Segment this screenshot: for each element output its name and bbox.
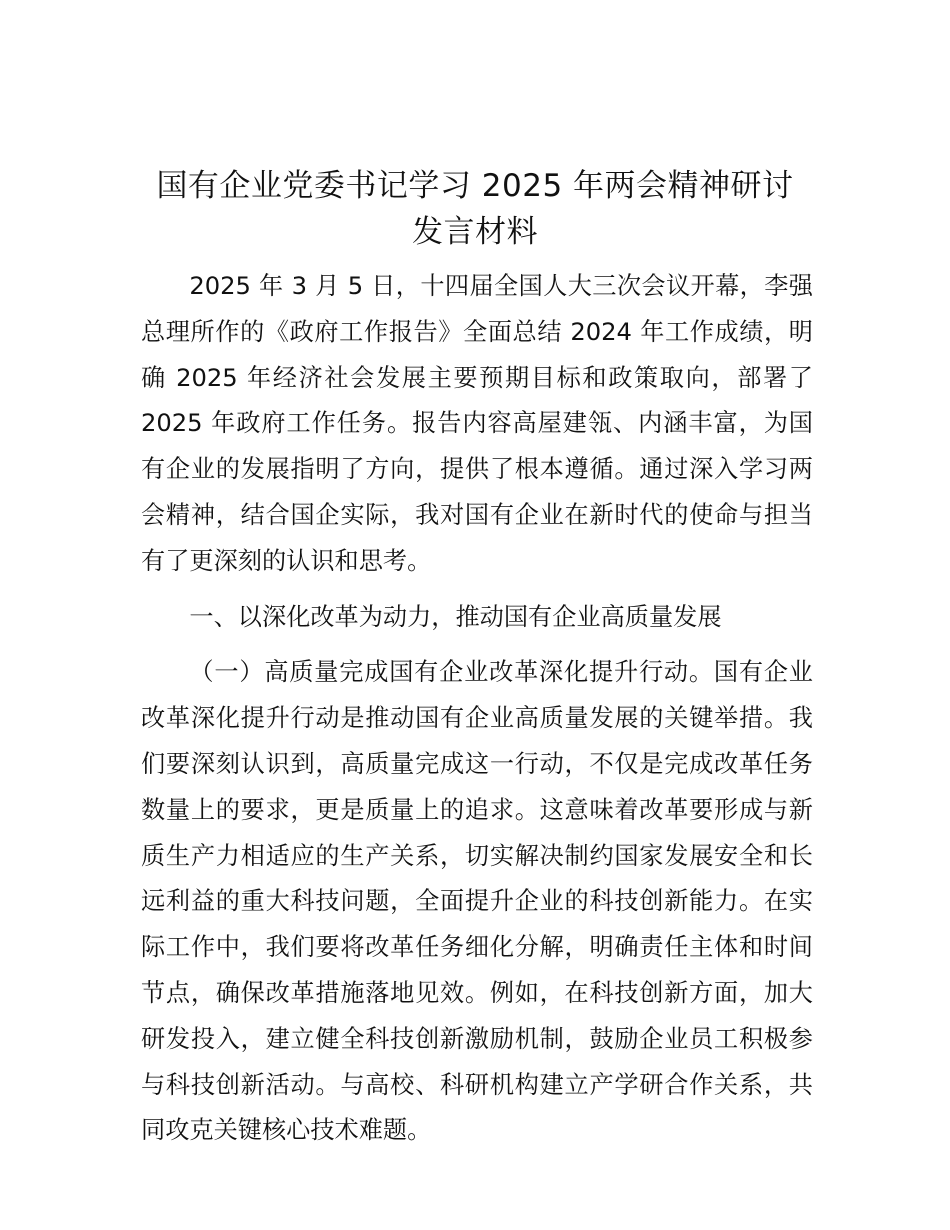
document-body bbox=[141, 264, 813, 1154]
title-line-1: 国有企业党委书记学习 2025 年两会精神研讨 bbox=[156, 168, 794, 204]
document-title bbox=[130, 163, 820, 255]
subsection-paragraph: （一）高质量完成国有企业改革深化提升行动。国有企业改革深化提升行动是推动国有企业高质量发展的关键举措。我们要深刻认识到，高质量完成这一行动，不仅是完成改革任务数量上的要求，更是质量上的追求。这意味着改革要形成与新质生产力相适应的生产关系，切实解决制约国家发展安全和长远利益的重大科技问题，全面提升企业的科技创新能力。在实际工作中，我们要将改革任务细化分解，明确责任主体和时间节点，确保改革措施落地见效。例如，在科技创新方面，加大研发投入，建立健全科技创新激励机制，鼓励企业员工积极参与科技创新活动。与高校、科研机构建立产学研合作关系，共同攻克关键核心技术难题。 bbox=[141, 658, 813, 1145]
title-line-2: 发言材料 bbox=[412, 214, 538, 250]
intro-paragraph: 2025 年 3 月 5 日，十四届全国人大三次会议开幕，李强总理所作的《政府工作报告》全面总结 2024 年工作成绩，明确 2025 年经济社会发展主要预期目标和政策取向，部署了 2025 年政府工作任务。报告内容高屋建瓴、内涵丰富，为国有企业的发展指明了方向，提供了根本遵循。通过深入学习两会精神，结合国企实际，我对国有企业在新时代的使命与担当有了更深刻的认识和思考。 bbox=[141, 272, 813, 575]
section-heading: 一、以深化改革为动力，推动国有企业高质量发展 bbox=[189, 602, 722, 631]
